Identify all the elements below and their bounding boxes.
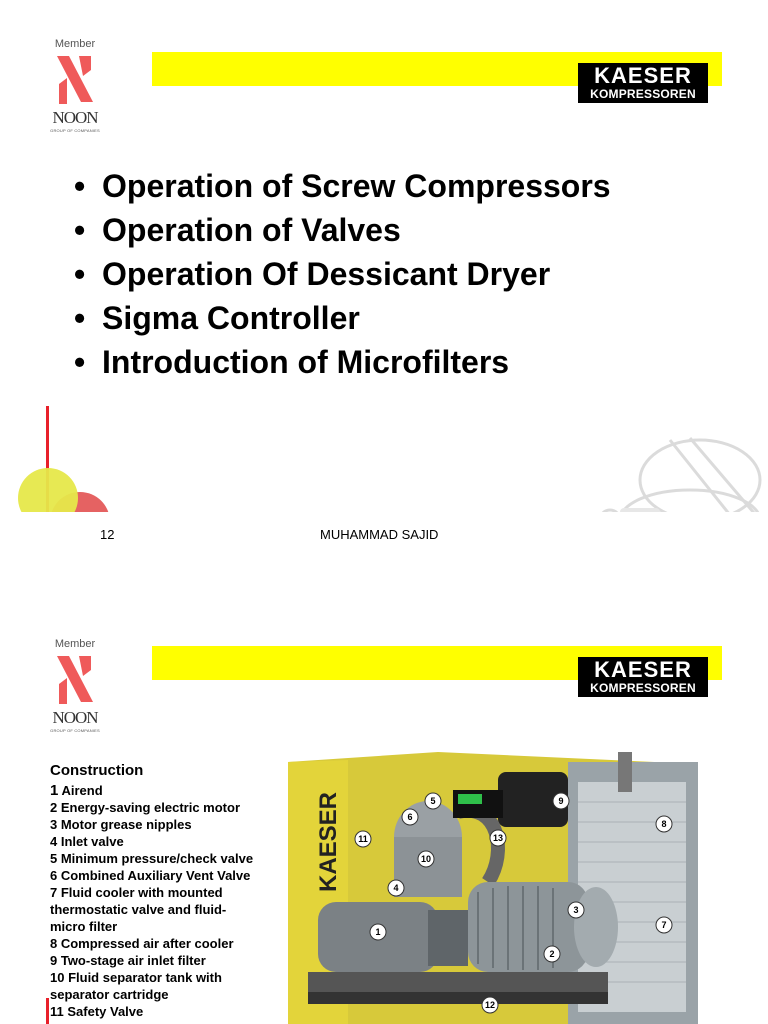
noon-aleph-icon <box>53 652 97 708</box>
callout-7 <box>656 917 672 933</box>
member-label: Member <box>54 638 96 650</box>
bullet-item: • Sigma Controller <box>74 296 611 340</box>
accent-red-line <box>46 998 49 1024</box>
callout-2 <box>544 946 560 962</box>
slide-2 <box>0 600 768 1024</box>
callout-4 <box>388 880 404 896</box>
callout-13 <box>490 830 506 846</box>
member-label: Member <box>54 38 96 50</box>
construction-item: micro filter <box>50 919 118 934</box>
topic-bullet-list <box>74 164 611 384</box>
kaeser-brand: KAESER <box>594 63 692 88</box>
noon-label: NOON <box>52 708 98 727</box>
svg-text:12: 12 <box>484 1000 496 1010</box>
svg-text:4: 4 <box>393 883 399 893</box>
svg-text:10: 10 <box>420 854 432 864</box>
bullet-item: • Operation of Valves <box>74 208 611 252</box>
construction-item: 4 Inlet valve <box>50 834 124 849</box>
noon-sub-label: GROUP OF COMPANIES <box>50 128 100 133</box>
svg-text:9: 9 <box>558 796 564 806</box>
construction-item: 3 Motor grease nipples <box>50 817 192 832</box>
footer-date: 12 <box>100 527 115 542</box>
construction-item: 6 Combined Auxiliary Vent Valve <box>50 868 251 883</box>
construction-item: separator cartridge <box>50 987 169 1002</box>
svg-text:3: 3 <box>573 905 579 915</box>
callout-5 <box>425 793 441 809</box>
faded-compressor-illustration <box>580 420 768 512</box>
kaeser-logo <box>578 657 708 697</box>
footer-author: MUHAMMAD SAJID <box>320 527 439 542</box>
svg-text:7: 7 <box>661 920 667 930</box>
kaeser-brand: KAESER <box>594 657 692 682</box>
kaeser-logo <box>578 63 708 103</box>
kaeser-sub-brand: KOMPRESSOREN <box>590 681 696 695</box>
svg-text:2: 2 <box>549 949 555 959</box>
noon-aleph-icon <box>53 52 97 108</box>
construction-list <box>50 762 280 1020</box>
construction-item: 5 Minimum pressure/check valve <box>50 851 254 866</box>
construction-item: 1 Airend <box>50 782 103 799</box>
svg-text:6: 6 <box>407 812 413 822</box>
noon-member-logo <box>44 638 106 738</box>
compressor-cutaway-photo <box>278 742 700 1024</box>
photo-brand-text: KAESER <box>315 791 342 892</box>
callout-6 <box>402 809 418 825</box>
construction-title: Construction <box>50 762 144 779</box>
svg-text:11: 11 <box>358 834 368 844</box>
construction-item: 8 Compressed air after cooler <box>50 936 234 951</box>
callout-8 <box>656 816 672 832</box>
construction-item: 10 Fluid separator tank with <box>50 970 222 985</box>
noon-label: NOON <box>52 108 98 127</box>
svg-text:1: 1 <box>375 927 381 937</box>
svg-text:5: 5 <box>430 796 436 806</box>
construction-item: 7 Fluid cooler with mounted <box>50 885 223 900</box>
callout-12 <box>482 997 498 1013</box>
noon-member-logo <box>44 38 106 138</box>
construction-item: 11 Safety Valve <box>50 1004 144 1019</box>
svg-text:13: 13 <box>492 833 504 843</box>
construction-item: thermostatic valve and fluid- <box>50 902 227 917</box>
bullet-item: • Introduction of Microfilters <box>74 340 611 384</box>
callout-10 <box>418 851 434 867</box>
svg-text:8: 8 <box>661 819 667 829</box>
callout-3 <box>568 902 584 918</box>
bullet-item: • Operation of Screw Compressors <box>74 164 611 208</box>
construction-item: 2 Energy-saving electric motor <box>50 800 241 815</box>
callout-11 <box>355 831 371 847</box>
callout-1 <box>370 924 386 940</box>
construction-item: 9 Two-stage air inlet filter <box>50 953 206 968</box>
callout-9 <box>553 793 569 809</box>
bullet-item: • Operation Of Dessicant Dryer <box>74 252 611 296</box>
noon-sub-label: GROUP OF COMPANIES <box>50 728 100 733</box>
kaeser-sub-brand: KOMPRESSOREN <box>590 87 696 101</box>
yellow-circle <box>18 468 78 512</box>
